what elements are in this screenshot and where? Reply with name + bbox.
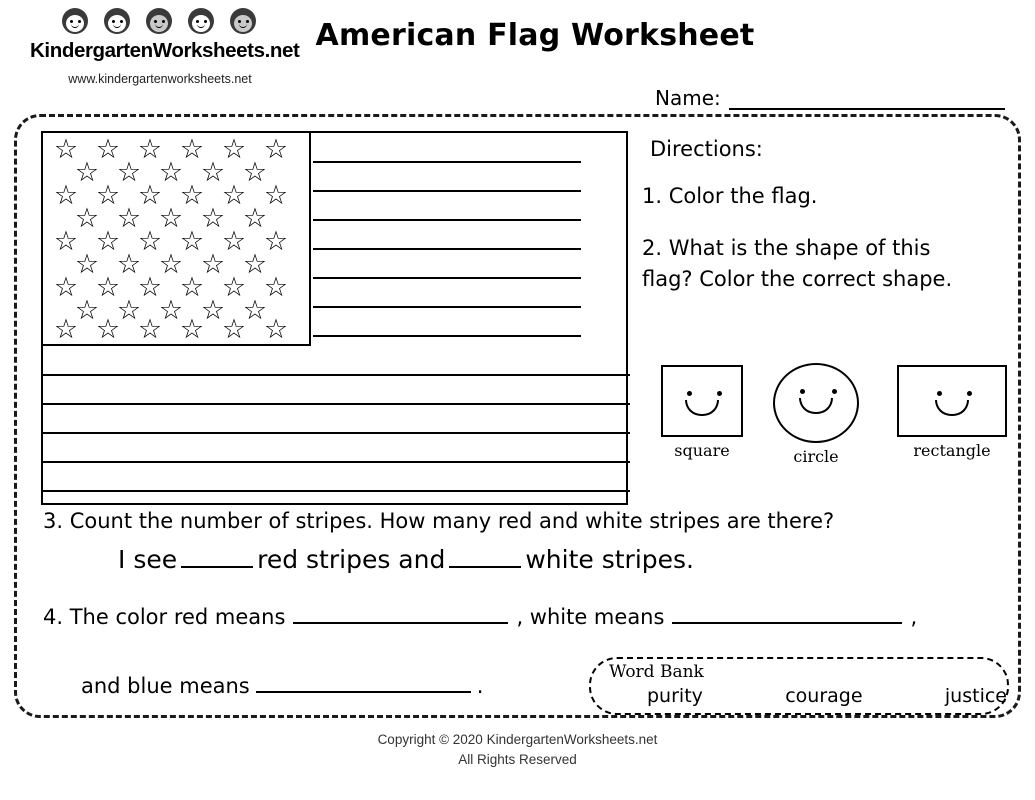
direction-item-2 (642, 233, 1012, 296)
name-field-row (655, 86, 1005, 110)
flag-canton: ☆ ☆ ☆ ☆ ☆ ☆ ☆ ☆ ☆ ☆ ☆ ☆ ☆ ☆ ☆ ☆ ☆ ☆ ☆ ☆ ☆ ☆ ☆ ☆ ☆ ☆ ☆ ☆ ☆ ☆ ☆ ☆ ☆ ☆ ☆ ☆ ☆ ☆ ☆ ☆ ☆ ☆ ☆ ☆ ☆ ☆ ☆ ☆ ☆ ☆ (43, 133, 311, 346)
word-bank-words (647, 685, 1007, 707)
rights-line: All Rights Reserved (458, 752, 577, 768)
kids-illustration-icon (53, 4, 268, 38)
name-input-line[interactable] (729, 92, 1005, 110)
shape-option-rectangle[interactable] (897, 365, 1007, 460)
word-bank-title: Word Bank (609, 662, 704, 682)
page-footer (0, 730, 1035, 771)
question-4-line-1 (43, 604, 1003, 629)
q3-text-pre: I see (118, 545, 178, 574)
logo-url: www.kindergartenworksheets.net (68, 72, 252, 86)
logo-text: KindergartenWorksheets.net (30, 39, 300, 62)
circle-smiley-icon (773, 363, 859, 443)
shape-option-circle[interactable] (773, 363, 859, 466)
direction-item-1: 1. Color the flag. (642, 184, 818, 208)
q4-text-part2: , white means (516, 605, 665, 629)
q4-text-part5: . (476, 674, 484, 698)
name-label: Name: (655, 86, 721, 110)
page-title: American Flag Worksheet (315, 18, 755, 53)
question-3 (43, 509, 993, 574)
word-bank-word[interactable]: purity (647, 685, 703, 707)
direction-item-2-line2: flag? Color the correct shape. (642, 267, 953, 291)
q3-text-mid: red stripes and (257, 545, 446, 574)
q4-text-part4: and blue means (81, 674, 250, 698)
shape-label-rectangle: rectangle (913, 441, 991, 460)
question-3-prompt: 3. Count the number of stripes. How many red and white stripes are there? (43, 509, 835, 533)
american-flag-coloring-graphic[interactable] (41, 131, 628, 505)
square-smiley-icon (661, 365, 743, 437)
shape-choices (647, 365, 1019, 475)
site-logo[interactable] (30, 4, 300, 86)
question-3-answer-line (118, 545, 993, 574)
word-bank-word[interactable]: courage (785, 685, 863, 707)
q4-blank-white[interactable] (672, 604, 902, 624)
rectangle-smiley-icon (897, 365, 1007, 437)
directions-block (642, 137, 1012, 296)
direction-item-2-line1: 2. What is the shape of this (642, 235, 931, 260)
word-bank (589, 657, 1009, 715)
worksheet-body (14, 114, 1021, 718)
word-bank-word[interactable]: justice (944, 685, 1007, 707)
shape-label-square: square (674, 441, 730, 460)
q3-text-post: white stripes. (525, 545, 694, 574)
q3-blank-white[interactable] (449, 548, 521, 568)
directions-heading: Directions: (650, 137, 763, 161)
q4-blank-red[interactable] (293, 604, 508, 624)
q4-text-part1: 4. The color red means (43, 605, 286, 629)
q4-blank-blue[interactable] (256, 673, 471, 693)
q4-text-part3: , (910, 605, 918, 629)
shape-option-square[interactable] (661, 365, 743, 460)
q3-blank-red[interactable] (181, 548, 253, 568)
copyright-line: Copyright © 2020 KindergartenWorksheets.net (377, 732, 658, 747)
page-header (0, 0, 1035, 112)
shape-label-circle: circle (793, 447, 839, 466)
